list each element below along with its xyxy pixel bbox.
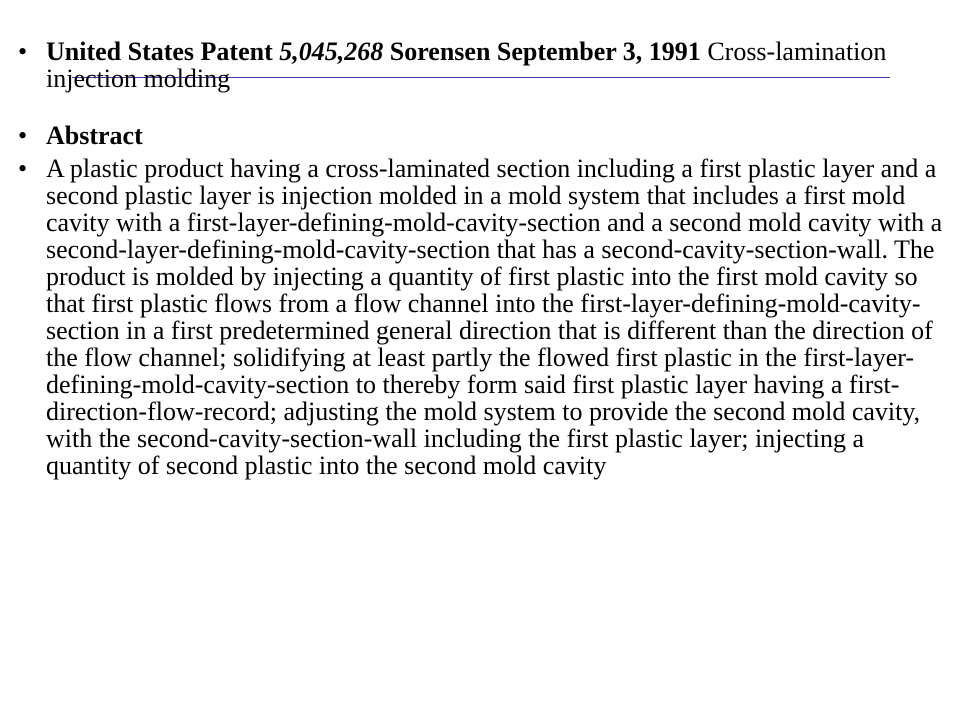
patent-number: 5,045,268: [279, 37, 384, 66]
patent-inventor-date: Sorensen September 3, 1991: [389, 37, 701, 66]
bullet-icon: •: [18, 121, 28, 150]
title-bullet: [18, 38, 954, 92]
abstract-heading: Abstract: [46, 121, 143, 150]
abstract-bullet: [18, 155, 954, 479]
abstract-heading-bullet: [18, 122, 954, 149]
patent-subject: Cross-lamination injection molding: [46, 37, 887, 93]
bullet-icon: •: [18, 154, 28, 183]
bullet-icon: •: [18, 37, 28, 66]
patent-label: United States Patent: [46, 37, 273, 66]
bullet-list: [18, 38, 954, 479]
abstract-text: A plastic product having a cross-laminated section including a first plastic layer and a second plastic layer is injection molded in a mold system that includes a first mold cavity with a first-layer-defining-mold-cavity-section and a second mold cavity with a second-layer-defining-mold-cavity-section that has a second-cavity-section-wall. The product is molded by injecting a quantity of first plastic into the first mold cavity so that first plastic flows from a flow channel into the first-layer-defining-mold-cavity-section in a first predetermined general direction that is different than the direction of the flow channel; solidifying at least partly the flowed first plastic in the first-layer-defining-mold-cavity-section to thereby form said first plastic layer having a first-direction-flow-record; adjusting the mold system to provide the second mold cavity, with the second-cavity-section-wall including the first plastic layer; injecting a quantity of second plastic into the second mold cavity: [46, 154, 943, 480]
